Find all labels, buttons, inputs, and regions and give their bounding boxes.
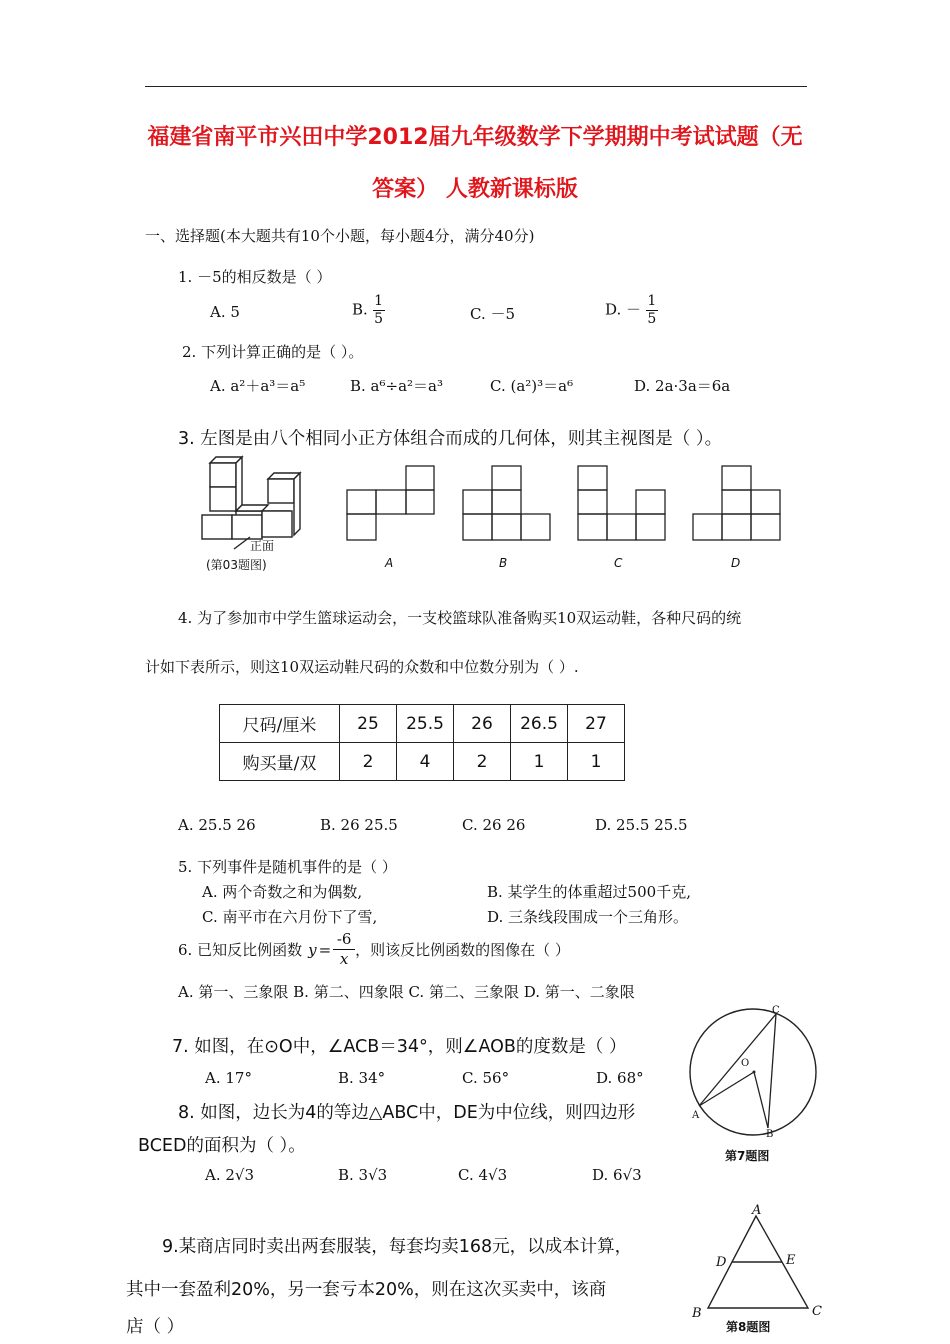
q6-options: A. 第一、三象限 B. 第二、四象限 C. 第二、三象限 D. 第一、二象限 [178, 983, 635, 1001]
q3-stem: 3. 左图是由八个相同小正方体组合而成的几何体，则其主视图是（ ）。 [178, 429, 723, 449]
q3-option-d-view [692, 465, 782, 543]
q1-option-b: B. $\frac{1}{5}$ [352, 293, 384, 327]
q7-option-c: C. 56° [462, 1069, 510, 1087]
table-cell: 4 [397, 743, 454, 781]
q7-label-o: O [741, 1058, 750, 1069]
q7-caption: 第7题图 [725, 1149, 770, 1163]
q5-option-c: C. 南平市在六月份下了雪, [202, 908, 378, 926]
triangle-figure [696, 1212, 816, 1312]
q8-option-d: D. 6√3 [592, 1166, 642, 1184]
q3-option-b-view [462, 465, 552, 543]
circle-angle-figure [680, 1002, 825, 1152]
q7-option-d: D. 68° [596, 1069, 644, 1087]
doc-title-line1: 福建省南平市兴田中学2012届九年级数学下学期期中考试试题（无 [147, 125, 803, 150]
table-cell: 27 [568, 705, 625, 743]
header-rule [145, 86, 807, 87]
q5-option-b: B. 某学生的体重超过500千克, [487, 883, 691, 901]
q8-option-a: A. 2√3 [205, 1166, 255, 1184]
q2-option-c: C. (a²)³＝a⁶ [490, 377, 574, 395]
q4-line2: 计如下表所示，则这10双运动鞋尺码的众数和中位数分别为（ ）. [145, 658, 579, 676]
q3-label-b: B [499, 556, 508, 570]
q2-option-b: B. a⁶÷a²＝a³ [350, 377, 443, 395]
table-cell: 购买量/双 [220, 743, 340, 781]
table-cell: 2 [454, 743, 511, 781]
section-heading: 一、选择题(本大题共有10个小题，每小题4分，满分40分) [145, 227, 535, 245]
q2-option-a: A. a²＋a³＝a⁵ [210, 377, 306, 395]
q9-label-a: A [752, 1203, 762, 1218]
table-cell: 尺码/厘米 [220, 705, 340, 743]
q3-label-c: C [614, 556, 623, 570]
q1-option-a: A. 5 [210, 303, 240, 321]
table-cell: 1 [511, 743, 568, 781]
q8-figure-caption: 第8题图 [726, 1320, 771, 1334]
q7-option-b: B. 34° [338, 1069, 386, 1087]
q3-option-a-view [346, 465, 436, 543]
table-cell: 25.5 [397, 705, 454, 743]
q3-figure-caption: (第03题图) [206, 558, 267, 572]
q3-option-c-view [577, 465, 667, 543]
q8-line1: 8. 如图，边长为4的等边△ABC中，DE为中位线，则四边形 [178, 1103, 636, 1123]
table-row [220, 705, 625, 743]
q4-option-d: D. 25.5 25.5 [595, 816, 688, 834]
table-cell: 26.5 [511, 705, 568, 743]
q7-label-c: C [772, 1005, 780, 1016]
q5-option-a: A. 两个奇数之和为偶数, [202, 883, 363, 901]
q7-label-b: B [766, 1129, 774, 1140]
shoe-size-table [219, 704, 625, 781]
table-row [220, 743, 625, 781]
q1-option-d: D. － $\frac{1}{5}$ [605, 293, 657, 327]
q1-option-c: C. －5 [470, 305, 516, 323]
q8-option-c: C. 4√3 [458, 1166, 508, 1184]
q5-option-d: D. 三条线段围成一个三角形。 [487, 908, 689, 926]
q3-label-a: A [385, 556, 394, 570]
q9-line1: 9.某商店同时卖出两套服装，每套均卖168元，以成本计算， [162, 1237, 633, 1257]
q9-line3: 店（ ） [126, 1317, 185, 1337]
q4-option-c: C. 26 26 [462, 816, 526, 834]
q4-line1: 4. 为了参加市中学生篮球运动会，一支校篮球队准备购买10双运动鞋，各种尺码的统 [178, 609, 742, 627]
q7-option-a: A. 17° [205, 1069, 252, 1087]
q4-option-a: A. 25.5 26 [178, 816, 256, 834]
table-cell: 2 [340, 743, 397, 781]
q8-option-b: B. 3√3 [338, 1166, 388, 1184]
cube-stack-figure [198, 455, 308, 550]
q2-option-d: D. 2a·3a＝6a [634, 377, 731, 395]
q8-line2: BCED的面积为（ ）。 [138, 1136, 306, 1156]
table-cell: 26 [454, 705, 511, 743]
q3-label-d: D [731, 556, 741, 570]
q5-stem: 5. 下列事件是随机事件的是（ ） [178, 858, 397, 876]
q4-option-b: B. 26 25.5 [320, 816, 398, 834]
q2-stem: 2. 下列计算正确的是（ ）。 [182, 343, 364, 361]
doc-title-line2: 答案） 人教新课标版 [372, 177, 578, 202]
q9-label-b: B [692, 1306, 702, 1321]
q1-stem: 1. －5的相反数是（ ） [178, 268, 332, 286]
q9-line2: 其中一套盈利20%，另一套亏本20%，则在这次买卖中，该商 [126, 1280, 607, 1300]
table-cell: 1 [568, 743, 625, 781]
table-cell: 25 [340, 705, 397, 743]
q7-label-a: A [692, 1110, 700, 1121]
q9-label-c: C [812, 1304, 822, 1319]
q9-label-d: D [716, 1255, 727, 1270]
q9-label-e: E [786, 1253, 796, 1268]
q7-stem: 7. 如图，在⊙O中，∠ACB＝34°，则∠AOB的度数是（ ） [172, 1037, 627, 1057]
front-label: 正面 [250, 539, 275, 553]
q6-stem: 6. 已知反比例函数 y = $\frac{-6}{x}$ ，则该反比例函数的图像在（ ） [178, 930, 570, 968]
